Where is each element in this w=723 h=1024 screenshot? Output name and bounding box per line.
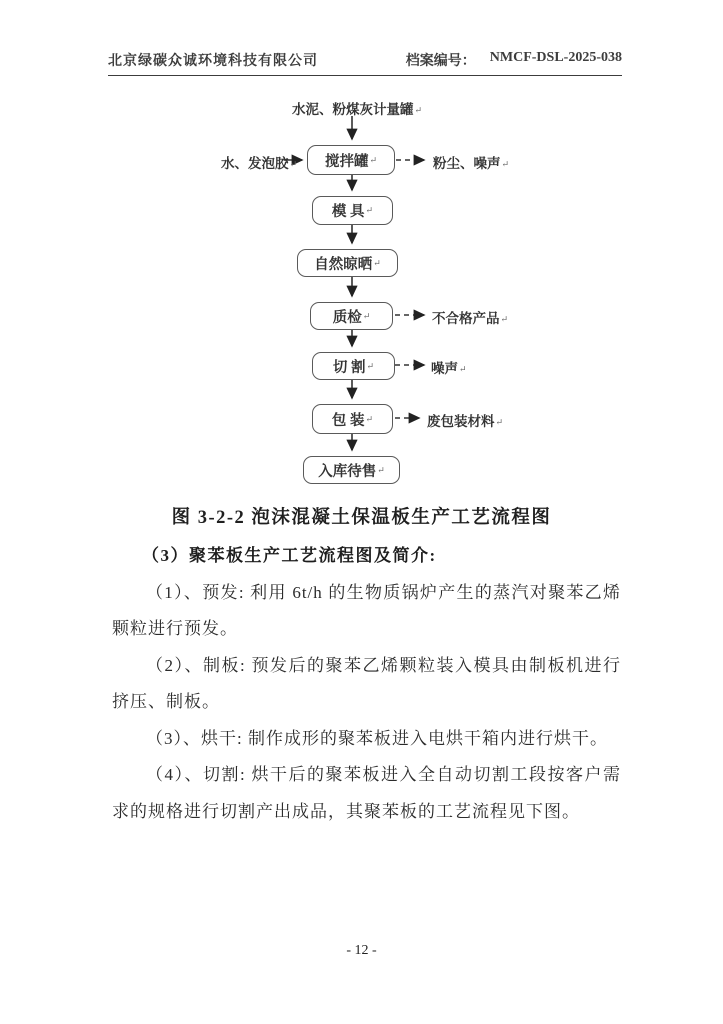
page-number: - 12 - [346,943,377,958]
water-foam-input-label [221,152,297,172]
paragraph-board-making: （2）、制板: 预发后的聚苯乙烯颗粒装入模具由制板机进行挤压、制板。 [112,655,621,711]
node-quality-inspection-label: 质检 [332,309,362,326]
material-input-text: 水泥、粉煤灰计量罐 [292,102,414,117]
section-heading: （3）聚苯板生产工艺流程图及简介: [142,546,437,565]
node-mixing-tank-label: 搅拌罐 [324,153,369,170]
figure-caption: 图 3-2-2 泡沫混凝土保温板生产工艺流程图 [171,508,552,528]
paragraph-mark-icon: ↵ [362,310,371,321]
paragraph-mark-icon: ↵ [501,159,510,169]
water-foam-input-text: 水、发泡胶 [221,156,289,171]
emission-noise-label [431,357,467,377]
paragraph-prefoaming: （1）、预发: 利用 6t/h 的生物质锅炉产生的蒸汽对聚苯乙烯颗粒进行预发。 [112,582,621,638]
node-packaging-label: 包 装 [331,412,365,429]
node-cutting [312,352,395,380]
paragraph-mark-icon: ↵ [500,314,509,324]
paragraph-mark-icon: ↵ [495,417,504,427]
node-mixing-tank [307,145,395,175]
paragraph-mark-icon: ↵ [373,257,381,268]
company-name: 北京绿碳众诚环境科技有限公司 [108,54,318,69]
archive-number-label: 档案编号： [405,54,476,69]
emission-waste-packaging-text: 废包装材料 [427,414,495,429]
node-mold-label: 模 具 [331,204,365,220]
paragraph-mark-icon: ↵ [365,205,374,215]
paragraph-mark-icon: ↵ [365,413,374,424]
paragraph-mark-icon: ↵ [369,154,378,165]
paragraph-drying: （3）、烘干: 制作成形的聚苯板进入电烘干箱内进行烘干。 [146,728,608,748]
process-flowchart [0,0,723,500]
node-natural-drying-label: 自然晾晒 [314,256,373,273]
emission-dust-noise-label [433,152,509,172]
node-quality-inspection [310,302,393,330]
body-text [112,538,621,830]
node-natural-drying [297,249,398,277]
node-mold [312,196,393,225]
paragraph-mark-icon: ↵ [366,360,375,371]
emission-noise-text: 噪声 [431,361,458,376]
node-cutting-label: 切 割 [332,359,366,376]
paragraph-mark-icon: ↵ [459,364,467,374]
paragraph-mark-icon: ↵ [289,159,298,169]
paragraph-cutting: （4）、切割: 烘干后的聚苯板进入全自动切割工段按客户需求的规格进行切割产出成品，其聚苯板的工艺流程见下图。 [112,765,621,821]
node-warehouse [303,456,400,484]
emission-rejects-label [432,307,508,327]
emission-rejects-text: 不合格产品 [432,311,500,326]
node-warehouse-label: 入库待售 [318,463,377,480]
paragraph-mark-icon: ↵ [377,464,385,475]
material-input-label [292,98,422,118]
archive-number-value: NMCF-DSL-2025-038 [489,50,622,65]
paragraph-mark-icon: ↵ [414,105,423,115]
node-packaging [312,404,393,434]
emission-waste-packaging-label [427,410,503,430]
emission-dust-noise-text: 粉尘、噪声 [433,156,501,171]
